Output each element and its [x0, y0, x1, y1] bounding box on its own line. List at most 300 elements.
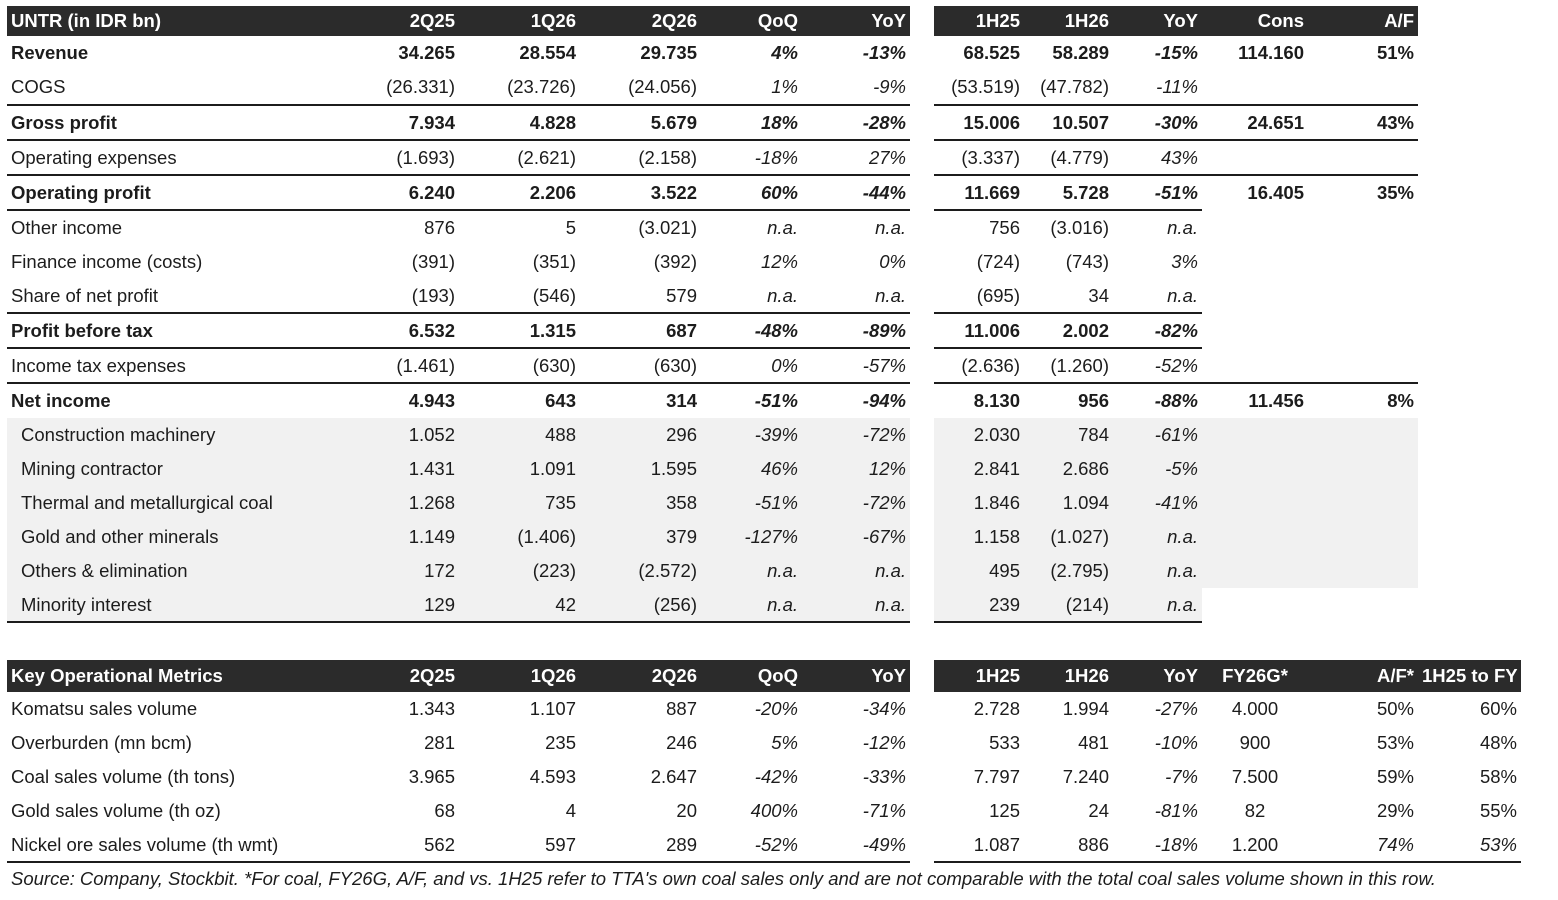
cell-value: 488: [459, 418, 580, 452]
row-label: Minority interest: [7, 588, 348, 622]
table-row-operating-expenses: [7, 140, 910, 175]
cell-value: -15%: [1154, 42, 1198, 63]
table-row-thermal-coal: [934, 486, 1418, 520]
column-header-1h25-to-fy: 1H25 to FY: [1418, 660, 1521, 692]
cell-value: [1202, 452, 1308, 486]
cell-value: 29%: [1376, 800, 1414, 821]
cell-value: 4%: [771, 42, 798, 63]
cell-value: -71%: [862, 800, 906, 821]
cell-value: [1308, 245, 1418, 279]
cell-value: 533: [989, 732, 1020, 753]
row-label: Gross profit: [7, 105, 348, 140]
table-row-profit-before-tax: [7, 313, 910, 348]
table-row-operating-profit: [7, 175, 910, 210]
cell-value: 1%: [771, 76, 798, 97]
cell-value: 400%: [750, 800, 798, 821]
cell-value: (193): [411, 284, 455, 306]
cell-value: 68.525: [963, 42, 1020, 63]
cell-value: (743): [1065, 251, 1109, 272]
table-row-mining-contractor: [934, 452, 1418, 486]
cell-value: 1.268: [348, 486, 459, 520]
cell-value: -33%: [862, 766, 906, 787]
cell-value: 314: [580, 383, 701, 418]
cell-value: 46%: [701, 452, 802, 486]
cell-value: -51%: [1113, 175, 1202, 210]
cell-value: 8.130: [934, 383, 1024, 418]
cell-value: 60%: [1479, 698, 1517, 719]
table-row-profit-before-tax: [934, 313, 1418, 348]
column-header-label: UNTR (in IDR bn): [7, 6, 348, 36]
cell-value: 756: [934, 210, 1024, 245]
table-row-minority-interest: [7, 588, 910, 622]
row-label: Coal sales volume (th tons): [11, 766, 236, 787]
column-header-1h25: 1H25: [934, 6, 1024, 36]
cell-value: 2.002: [1024, 313, 1113, 348]
table-row-nickel-sales: [934, 828, 1521, 862]
cell-value: -41%: [1113, 486, 1202, 520]
column-header-yoy: YoY: [1113, 6, 1202, 36]
cell-value: 643: [459, 383, 580, 418]
cell-value: 281: [424, 732, 455, 753]
row-label: Mining contractor: [7, 452, 348, 486]
cell-value: [1308, 313, 1418, 348]
table-row-other-income: [934, 210, 1418, 245]
cell-value: 55%: [1479, 800, 1517, 821]
cell-value: (2.621): [459, 140, 580, 175]
cell-value: 59%: [1376, 766, 1414, 787]
cell-value: 43%: [1113, 140, 1202, 175]
table-row-construction-machinery: [7, 418, 910, 452]
cell-value: -30%: [1113, 105, 1202, 140]
cell-value: 34: [1088, 284, 1109, 306]
cell-value: [1308, 70, 1418, 105]
cell-value: 28.554: [519, 42, 576, 63]
cell-value: 2.647: [650, 766, 697, 787]
table-row-income-tax: [7, 348, 910, 383]
cell-value: 15.006: [934, 105, 1024, 140]
cell-value: (3.016): [1024, 210, 1113, 245]
cell-value: n.a.: [1113, 588, 1202, 622]
cell-value: 735: [459, 486, 580, 520]
cell-value: 24.651: [1202, 105, 1308, 140]
cell-value: 6.532: [348, 313, 459, 348]
cell-value: [1308, 520, 1418, 554]
table-row-net-income: [7, 383, 910, 418]
cell-value: [1202, 279, 1308, 313]
cell-value: [1308, 486, 1418, 520]
column-header-yoy: YoY: [802, 6, 910, 36]
cell-value: -67%: [802, 520, 910, 554]
cell-value: 1.149: [348, 520, 459, 554]
table-row-gold-minerals: [934, 520, 1418, 554]
cell-value: [1308, 140, 1418, 175]
cell-value: 481: [1078, 732, 1109, 753]
cell-value: [1202, 554, 1308, 588]
cell-value: n.a.: [1113, 520, 1202, 554]
cell-value: [1308, 588, 1418, 622]
cell-value: -48%: [701, 313, 802, 348]
table-row-coal-sales: [934, 760, 1521, 794]
cell-value: (4.779): [1024, 140, 1113, 175]
cell-value: (351): [532, 251, 576, 272]
column-header-yoy: YoY: [1113, 660, 1202, 692]
row-label: Thermal and metallurgical coal: [7, 486, 348, 520]
row-label: Others & elimination: [7, 554, 348, 588]
cell-value: 5.728: [1024, 175, 1113, 210]
cell-value: 7.934: [348, 105, 459, 140]
cell-value: (223): [459, 554, 580, 588]
income-statement-halfyear-table: [934, 6, 1418, 623]
table-row-others-elimination: [7, 554, 910, 588]
column-header-af: A/F*: [1308, 660, 1418, 692]
table-row-nickel-sales: [7, 828, 910, 862]
table-row-construction-machinery: [934, 418, 1418, 452]
cell-value: [1308, 279, 1418, 313]
cell-value: 68: [434, 800, 455, 821]
cell-value: -72%: [802, 418, 910, 452]
cell-value: 1.994: [1062, 698, 1109, 719]
cell-value: (47.782): [1040, 76, 1109, 97]
cell-value: 29.735: [640, 42, 697, 63]
column-header-1h25: 1H25: [934, 660, 1024, 692]
cell-value: 4.828: [459, 105, 580, 140]
cell-value: -82%: [1113, 313, 1202, 348]
cell-value: (2.572): [580, 554, 701, 588]
cell-value: n.a.: [802, 210, 910, 245]
row-label: COGS: [11, 76, 66, 97]
cell-value: 235: [545, 732, 576, 753]
cell-value: 53%: [1418, 828, 1521, 862]
column-header-qoq: QoQ: [701, 6, 802, 36]
cell-value: 887: [666, 698, 697, 719]
table-header-row: [7, 6, 910, 36]
cell-value: 53%: [1376, 732, 1414, 753]
cell-value: (1.406): [459, 520, 580, 554]
column-header-cons: Cons: [1202, 6, 1308, 36]
cell-value: [1202, 210, 1308, 245]
column-header-2q26: 2Q26: [580, 6, 701, 36]
cell-value: 20: [676, 800, 697, 821]
table-header-row: [7, 660, 910, 692]
cell-value: (24.056): [628, 76, 697, 97]
cell-value: 58%: [1479, 766, 1517, 787]
row-label: Finance income (costs): [11, 251, 203, 272]
cell-value: (214): [1024, 588, 1113, 622]
cell-value: 18%: [701, 105, 802, 140]
cell-value: (26.331): [386, 76, 455, 97]
cell-value: 12%: [802, 452, 910, 486]
cell-value: -52%: [701, 828, 802, 862]
cell-value: 495: [934, 554, 1024, 588]
row-label: Other income: [7, 210, 348, 245]
table-row-thermal-coal: [7, 486, 910, 520]
cell-value: -13%: [862, 42, 906, 63]
row-label: Nickel ore sales volume (th wmt): [7, 828, 348, 862]
cell-value: -27%: [1154, 698, 1198, 719]
cell-value: 0%: [701, 348, 802, 383]
table-row-income-tax: [934, 348, 1418, 383]
table-row-other-income: [7, 210, 910, 245]
cell-value: [1202, 348, 1308, 383]
cell-value: [1202, 70, 1308, 105]
cell-value: [1202, 140, 1308, 175]
cell-value: 114.160: [1238, 42, 1304, 63]
cell-value: -34%: [862, 698, 906, 719]
cell-value: 129: [348, 588, 459, 622]
cell-value: -18%: [701, 140, 802, 175]
cell-value: 1.052: [348, 418, 459, 452]
row-label: Komatsu sales volume: [11, 698, 198, 719]
cell-value: 358: [580, 486, 701, 520]
cell-value: 956: [1024, 383, 1113, 418]
cell-value: 43%: [1308, 105, 1418, 140]
cell-value: 82: [1244, 800, 1266, 821]
column-header-qoq: QoQ: [701, 660, 802, 692]
cell-value: 1.091: [459, 452, 580, 486]
cell-value: 2.728: [973, 698, 1020, 719]
cell-value: (2.158): [580, 140, 701, 175]
cell-value: -39%: [701, 418, 802, 452]
income-statement-quarterly-table: [7, 6, 910, 623]
cell-value: n.a.: [701, 554, 802, 588]
cell-value: n.a.: [701, 588, 802, 622]
cell-value: n.a.: [802, 588, 910, 622]
cell-value: [1202, 245, 1308, 279]
cell-value: 1.094: [1024, 486, 1113, 520]
column-header-2q26: 2Q26: [580, 660, 701, 692]
cell-value: 7.500: [1231, 766, 1279, 787]
cell-value: 900: [1239, 732, 1271, 753]
cell-value: 58.289: [1052, 42, 1109, 63]
cell-value: (1.260): [1024, 348, 1113, 383]
table-row-share-of-net-profit: [934, 279, 1418, 313]
table-row-finance-income: [934, 245, 1418, 279]
cell-value: n.a.: [1113, 210, 1202, 245]
source-note: Source: Company, Stockbit. *For coal, FY26G, A/F, and vs. 1H25 refer to TTA's own coal sales only and are not comparable with the total coal sales volume shown in this row.: [11, 868, 1436, 889]
cell-value: 27%: [802, 140, 910, 175]
cell-value: 8%: [1308, 383, 1418, 418]
cell-value: 1.595: [580, 452, 701, 486]
row-label: Overburden (mn bcm): [11, 732, 192, 753]
column-header-2q25: 2Q25: [348, 660, 459, 692]
cell-value: 579: [666, 284, 697, 306]
cell-value: 1.087: [934, 828, 1024, 862]
cell-value: 3.965: [408, 766, 455, 787]
cell-value: [1202, 313, 1308, 348]
table-row-revenue: [934, 36, 1418, 70]
cell-value: 125: [989, 800, 1020, 821]
cell-value: -81%: [1154, 800, 1198, 821]
column-header-2q25: 2Q25: [348, 6, 459, 36]
table-row-overburden: [7, 726, 910, 760]
cell-value: 42: [459, 588, 580, 622]
table-row-operating-profit: [934, 175, 1418, 210]
cell-value: -51%: [701, 486, 802, 520]
cell-value: 4: [565, 800, 576, 821]
cell-value: 1.158: [934, 520, 1024, 554]
cell-value: -94%: [802, 383, 910, 418]
cell-value: 0%: [879, 251, 906, 272]
cell-value: n.a.: [802, 554, 910, 588]
table-row-operating-expenses: [934, 140, 1418, 175]
cell-value: (1.693): [348, 140, 459, 175]
cell-value: -10%: [1154, 732, 1198, 753]
cell-value: -49%: [802, 828, 910, 862]
table-row-others-elimination: [934, 554, 1418, 588]
cell-value: 10.507: [1024, 105, 1113, 140]
cell-value: n.a.: [1113, 554, 1202, 588]
cell-value: -52%: [1113, 348, 1202, 383]
row-label: Profit before tax: [7, 313, 348, 348]
cell-value: (1.027): [1024, 520, 1113, 554]
cell-value: 50%: [1376, 698, 1414, 719]
table-row-gross-profit: [934, 105, 1418, 140]
row-label: Net income: [7, 383, 348, 418]
table-row-gold-sales: [7, 794, 910, 828]
cell-value: 1.107: [529, 698, 576, 719]
table-row-cogs: [934, 70, 1418, 105]
cell-value: [1308, 348, 1418, 383]
cell-value: 35%: [1308, 175, 1418, 210]
cell-value: 34.265: [398, 42, 455, 63]
cell-value: 784: [1024, 418, 1113, 452]
cell-value: 7.240: [1062, 766, 1109, 787]
cell-value: [1308, 210, 1418, 245]
cell-value: (53.519): [951, 76, 1020, 97]
table-row-overburden: [934, 726, 1521, 760]
cell-value: [1202, 418, 1308, 452]
cell-value: (391): [411, 251, 455, 272]
table-row-coal-sales: [7, 760, 910, 794]
cell-value: -72%: [802, 486, 910, 520]
operational-metrics-halfyear-table: [934, 660, 1521, 863]
cell-value: 562: [348, 828, 459, 862]
cell-value: 6.240: [348, 175, 459, 210]
cell-value: (392): [653, 251, 697, 272]
cell-value: 597: [459, 828, 580, 862]
cell-value: 2.030: [934, 418, 1024, 452]
cell-value: 60%: [701, 175, 802, 210]
cell-value: 687: [580, 313, 701, 348]
column-header-af: A/F: [1308, 6, 1418, 36]
cell-value: [1202, 520, 1308, 554]
column-header-1q26: 1Q26: [459, 6, 580, 36]
cell-value: 48%: [1479, 732, 1517, 753]
cell-value: -20%: [754, 698, 798, 719]
cell-value: 886: [1024, 828, 1113, 862]
cell-value: 24: [1088, 800, 1109, 821]
cell-value: -18%: [1113, 828, 1202, 862]
cell-value: (2.636): [934, 348, 1024, 383]
cell-value: (546): [532, 284, 576, 306]
cell-value: n.a.: [1167, 284, 1198, 306]
cell-value: -127%: [701, 520, 802, 554]
cell-value: 11.006: [934, 313, 1024, 348]
cell-value: 296: [580, 418, 701, 452]
row-label: Income tax expenses: [7, 348, 348, 383]
cell-value: 4.000: [1231, 698, 1279, 719]
table-row-mining-contractor: [7, 452, 910, 486]
cell-value: [1202, 588, 1308, 622]
table-row-net-income: [934, 383, 1418, 418]
cell-value: 246: [666, 732, 697, 753]
column-header-1q26: 1Q26: [459, 660, 580, 692]
cell-value: -57%: [802, 348, 910, 383]
cell-value: 876: [348, 210, 459, 245]
row-label: Operating profit: [7, 175, 348, 210]
row-label: Gold sales volume (th oz): [11, 800, 221, 821]
cell-value: -89%: [802, 313, 910, 348]
cell-value: 12%: [760, 251, 798, 272]
cell-value: -42%: [754, 766, 798, 787]
cell-value: 7.797: [973, 766, 1020, 787]
cell-value: 1.431: [348, 452, 459, 486]
cell-value: [1308, 452, 1418, 486]
cell-value: -88%: [1113, 383, 1202, 418]
table-row-finance-income: [7, 245, 910, 279]
cell-value: 1.846: [934, 486, 1024, 520]
row-label: Revenue: [11, 42, 89, 63]
cell-value: -9%: [873, 76, 906, 97]
cell-value: 16.405: [1202, 175, 1308, 210]
table-header-row: [934, 6, 1418, 36]
cell-value: (630): [580, 348, 701, 383]
cell-value: 3.522: [580, 175, 701, 210]
table-row-revenue: [7, 36, 910, 70]
cell-value: 51%: [1376, 42, 1414, 63]
cell-value: (23.726): [507, 76, 576, 97]
cell-value: 2.686: [1024, 452, 1113, 486]
cell-value: 172: [348, 554, 459, 588]
column-header-1h26: 1H26: [1024, 6, 1113, 36]
cell-value: 2.841: [934, 452, 1024, 486]
cell-value: n.a.: [701, 210, 802, 245]
cell-value: 11.669: [934, 175, 1024, 210]
cell-value: 4.943: [348, 383, 459, 418]
cell-value: (3.021): [580, 210, 701, 245]
cell-value: 289: [580, 828, 701, 862]
cell-value: (2.795): [1024, 554, 1113, 588]
cell-value: 1.200: [1202, 828, 1308, 862]
cell-value: (3.337): [934, 140, 1024, 175]
table-row-cogs: [7, 70, 910, 105]
cell-value: 2.206: [459, 175, 580, 210]
cell-value: 1.343: [408, 698, 455, 719]
cell-value: (1.461): [348, 348, 459, 383]
cell-value: (695): [976, 284, 1020, 306]
cell-value: -5%: [1113, 452, 1202, 486]
table-row-komatsu: [934, 692, 1521, 726]
cell-value: 11.456: [1202, 383, 1308, 418]
cell-value: -44%: [802, 175, 910, 210]
table-row-minority-interest: [934, 588, 1418, 622]
column-header-fy26g: FY26G*: [1202, 660, 1308, 692]
row-label: Construction machinery: [7, 418, 348, 452]
cell-value: -28%: [802, 105, 910, 140]
cell-value: (630): [459, 348, 580, 383]
cell-value: [1308, 418, 1418, 452]
row-label: Gold and other minerals: [7, 520, 348, 554]
cell-value: 4.593: [529, 766, 576, 787]
row-label: Operating expenses: [7, 140, 348, 175]
cell-value: -51%: [701, 383, 802, 418]
table-row-gold-sales: [934, 794, 1521, 828]
cell-value: 5.679: [580, 105, 701, 140]
table-header-row: [934, 660, 1521, 692]
cell-value: 3%: [1171, 251, 1198, 272]
column-header-label: Key Operational Metrics: [7, 660, 348, 692]
table-row-share-of-net-profit: [7, 279, 910, 313]
